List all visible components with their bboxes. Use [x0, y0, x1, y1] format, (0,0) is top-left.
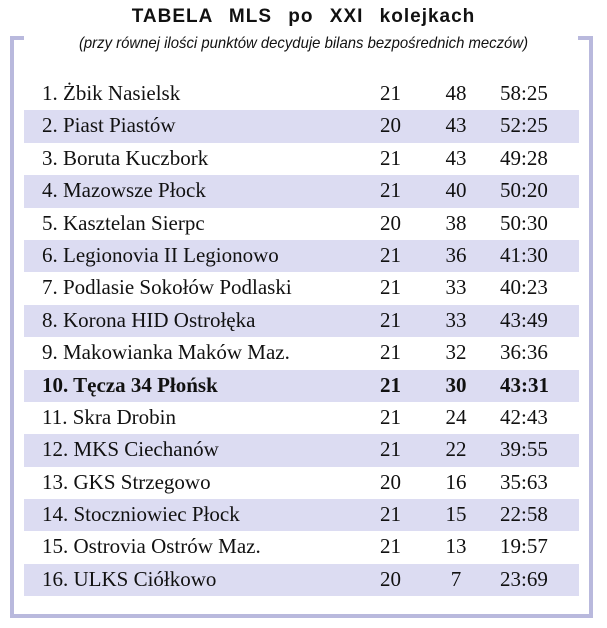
goal-balance: 41:30: [500, 242, 548, 267]
frame-left-line: [10, 36, 14, 618]
goal-balance: 49:28: [500, 145, 548, 170]
table-row: [24, 110, 579, 142]
team-name: 7. Podlasie Sokołów Podlaski: [42, 275, 292, 300]
goal-balance: 43:49: [500, 307, 548, 332]
goal-balance: 36:36: [500, 340, 548, 365]
points: 43: [445, 145, 467, 170]
matches-played: 20: [380, 210, 401, 235]
standings-table: [24, 78, 579, 596]
goal-balance: 43:31: [500, 372, 549, 397]
table-row: [24, 305, 579, 337]
table-row-highlighted: [24, 370, 579, 402]
team-name: 14. Stoczniowiec Płock: [42, 502, 240, 527]
table-row: [24, 175, 579, 207]
points: 15: [445, 502, 467, 527]
matches-played: 21: [380, 242, 401, 267]
matches-played: 20: [380, 113, 401, 138]
points: 43: [445, 113, 467, 138]
matches-played: 21: [380, 307, 401, 332]
points: 32: [445, 340, 467, 365]
goal-balance: 23:69: [500, 566, 548, 591]
goal-balance: 52:25: [500, 113, 548, 138]
team-name: 5. Kasztelan Sierpc: [42, 210, 205, 235]
points: 40: [445, 178, 467, 203]
frame-bottom-line: [10, 614, 593, 618]
table-row: [24, 208, 579, 240]
table-row: [24, 272, 579, 304]
matches-played: 21: [380, 340, 401, 365]
goal-balance: 19:57: [500, 534, 548, 559]
table-row: [24, 402, 579, 434]
points: 16: [445, 469, 467, 494]
goal-balance: 39:55: [500, 437, 548, 462]
matches-played: 21: [380, 404, 401, 429]
matches-played: 21: [380, 145, 401, 170]
table-row: [24, 143, 579, 175]
table-row: [24, 564, 579, 596]
team-name: 12. MKS Ciechanów: [42, 437, 219, 462]
goal-balance: 58:25: [500, 81, 548, 105]
table-row: [24, 531, 579, 563]
points: 36: [445, 242, 467, 267]
points: 48: [445, 81, 467, 105]
points: 13: [445, 534, 467, 559]
goal-balance: 22:58: [500, 502, 548, 527]
matches-played: 21: [380, 437, 401, 462]
table-row: [24, 240, 579, 272]
team-name: 8. Korona HID Ostrołęka: [42, 307, 256, 332]
goal-balance: 42:43: [500, 404, 548, 429]
matches-played: 21: [380, 178, 401, 203]
matches-played: 21: [380, 275, 401, 300]
points: 33: [445, 275, 467, 300]
table-row: [24, 337, 579, 369]
points: 24: [445, 404, 467, 429]
matches-played: 20: [380, 566, 401, 591]
points: 22: [445, 437, 467, 462]
matches-played: 21: [380, 534, 401, 559]
team-name: 1. Żbik Nasielsk: [42, 81, 181, 105]
points: 33: [445, 307, 467, 332]
points: 38: [445, 210, 467, 235]
goal-balance: 50:20: [500, 178, 548, 203]
team-name: 10. Tęcza 34 Płońsk: [42, 372, 218, 397]
table-row: [24, 499, 579, 531]
frame-right-line: [589, 36, 593, 618]
matches-played: 20: [380, 469, 401, 494]
goal-balance: 40:23: [500, 275, 548, 300]
points: 30: [445, 372, 467, 397]
table-row: [24, 78, 579, 110]
team-name: 2. Piast Piastów: [42, 113, 176, 138]
team-name: 3. Boruta Kuczbork: [42, 145, 209, 170]
goal-balance: 35:63: [500, 469, 548, 494]
page-title: TABELA MLS po XXI kolejkach: [131, 6, 476, 27]
team-name: 13. GKS Strzegowo: [42, 469, 211, 494]
team-name: 16. ULKS Ciółkowo: [42, 566, 217, 591]
goal-balance: 50:30: [500, 210, 548, 235]
matches-played: 21: [380, 372, 401, 397]
points: 7: [450, 566, 462, 591]
team-name: 4. Mazowsze Płock: [42, 178, 206, 203]
team-name: 9. Makowianka Maków Maz.: [42, 340, 290, 365]
matches-played: 21: [380, 502, 401, 527]
matches-played: 21: [380, 81, 401, 105]
page-subtitle: (przy równej ilości punktów decyduje bilans bezpośrednich meczów): [78, 35, 529, 52]
team-name: 6. Legionovia II Legionowo: [42, 242, 279, 267]
table-row: [24, 434, 579, 466]
table-row: [24, 467, 579, 499]
team-name: 15. Ostrovia Ostrów Maz.: [42, 534, 261, 559]
team-name: 11. Skra Drobin: [42, 404, 176, 429]
